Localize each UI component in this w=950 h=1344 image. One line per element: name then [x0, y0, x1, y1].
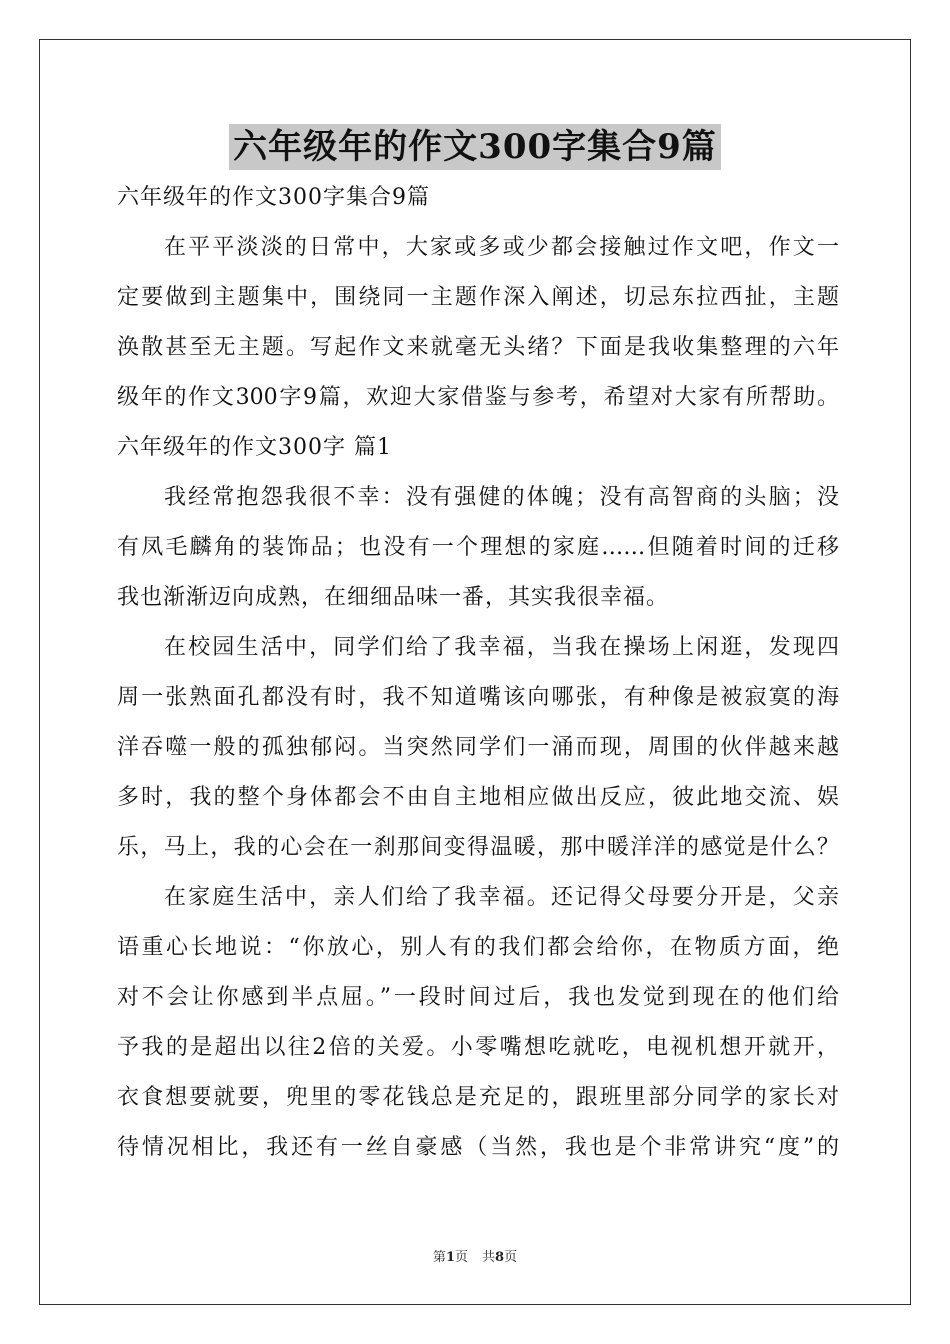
document-title: 六年级年的作文300字集合9篇 — [229, 124, 721, 170]
total-pages-count: 8 — [495, 1250, 505, 1265]
text-line: 六年级年的作文300字 篇1 — [117, 435, 392, 460]
text-line: 对不会让你感到半点屈。”一段时间过后，我也发觉到现在的他们给 — [117, 985, 839, 1010]
text-line: 有凤毛麟角的装饰品；也没有一个理想的家庭……但随着时间的迁移 — [117, 535, 839, 560]
page-number-prefix: 第 — [432, 1250, 446, 1265]
page-footer — [0, 1246, 950, 1265]
text-line: 多时，我的整个身体都会不由自主地相应做出反应，彼此地交流、娱 — [117, 785, 839, 810]
text-line: 在校园生活中，同学们给了我幸福，当我在操场上闲逛，发现四 — [164, 635, 839, 660]
text-line: 我经常抱怨我很不幸：没有强健的体魄；没有高智商的头脑；没 — [164, 485, 839, 510]
text-line: 定要做到主题集中，围绕同一主题作深入阐述，切忌东拉西扯，主题 — [117, 285, 839, 310]
text-line: 涣散甚至无主题。写起作文来就毫无头绪？下面是我收集整理的六年 — [117, 335, 839, 360]
text-line: 在平平淡淡的日常中，大家或多或少都会接触过作文吧，作文一 — [164, 235, 839, 260]
text-line: 我也渐渐迈向成熟，在细细品味一番，其实我很幸福。 — [117, 585, 670, 610]
total-pages-suffix: 页 — [504, 1250, 518, 1265]
text-line: 待情况相比，我还有一丝自豪感（当然，我也是个非常讲究“度”的 — [117, 1135, 839, 1160]
document-body — [117, 178, 839, 1178]
page-number-current: 1 — [445, 1250, 455, 1265]
text-line: 予我的是超出以往2倍的关爱。小零嘴想吃就吃，电视机想开就开， — [117, 1035, 839, 1060]
text-line: 六年级年的作文300字集合9篇 — [117, 185, 430, 210]
title-container — [0, 124, 950, 170]
text-line: 语重心长地说：“你放心，别人有的我们都会给你，在物质方面，绝 — [117, 935, 839, 960]
page-number-suffix: 页 — [454, 1250, 468, 1265]
text-line: 衣食想要就要，兜里的零花钱总是充足的，跟班里部分同学的家长对 — [117, 1085, 839, 1110]
text-line: 乐，马上，我的心会在一刹那间变得温暖，那中暖洋洋的感觉是什么？ — [117, 835, 839, 860]
text-line: 洋吞噬一般的孤独郁闷。当突然同学们一涌而现，周围的伙伴越来越 — [117, 735, 839, 760]
total-pages-prefix: 共 — [482, 1250, 496, 1265]
text-line: 周一张熟面孔都没有时，我不知道嘴该向哪张，有种像是被寂寞的海 — [117, 685, 839, 710]
text-line: 级年的作文300字9篇，欢迎大家借鉴与参考，希望对大家有所帮助。 — [117, 385, 839, 410]
text-line: 在家庭生活中，亲人们给了我幸福。还记得父母要分开是，父亲 — [164, 885, 839, 910]
